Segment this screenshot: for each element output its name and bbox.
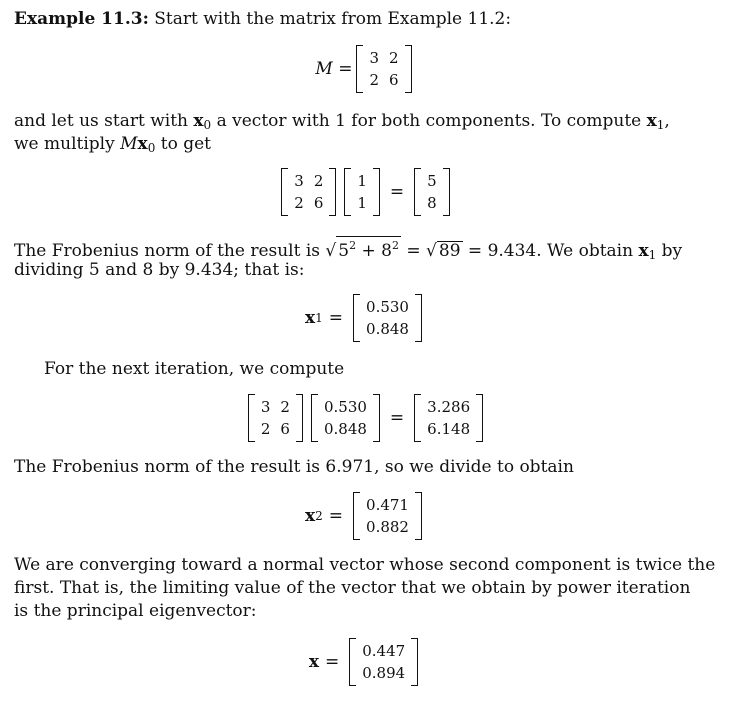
left-bracket <box>281 168 288 216</box>
right-bracket <box>411 638 418 686</box>
text: by <box>656 241 683 261</box>
matrix-body <box>356 638 411 686</box>
matrix-body <box>351 168 373 216</box>
left-bracket <box>414 168 421 216</box>
matrix-cell: 5 <box>427 172 437 190</box>
equals-sign: = <box>324 652 340 672</box>
text: + 8 <box>356 241 392 261</box>
vector-label: x <box>305 506 316 526</box>
left-bracket <box>414 394 421 442</box>
paragraph-1-line-2 <box>14 133 717 159</box>
matrix-cell: 3 <box>294 172 304 190</box>
matrix-cell: 2 <box>294 194 304 212</box>
equals-sign: = <box>389 408 405 428</box>
matrix-cell: 0.848 <box>323 420 367 438</box>
left-bracket <box>248 394 255 442</box>
text: The Frobenius norm of the result is <box>14 241 326 261</box>
matrix-cell: 6 <box>389 71 399 89</box>
matrix-M-display <box>0 44 731 94</box>
vector-x1: x <box>638 241 649 261</box>
right-bracket <box>443 168 450 216</box>
matrix-cell: 8 <box>427 194 437 212</box>
sqrt-body: 89 <box>438 241 461 261</box>
subscript: 1 <box>315 311 323 325</box>
matrix-cell: 3.286 <box>427 398 471 416</box>
matrix-cell: 0.447 <box>362 642 406 660</box>
sqrt-body <box>336 236 401 260</box>
subscript: 0 <box>203 118 212 132</box>
vector-x <box>349 638 418 686</box>
left-bracket <box>344 168 351 216</box>
example-heading <box>14 8 717 30</box>
matrix-body <box>360 492 415 540</box>
matrix-cell: 6 <box>313 194 324 212</box>
matrix-cell: 2 <box>260 420 271 438</box>
matrix-A <box>248 394 303 442</box>
left-bracket <box>353 492 360 540</box>
paragraph-5-line-2: first. That is, the limiting value of the vector that we obtain by power iteration <box>14 578 691 598</box>
left-bracket <box>353 294 360 342</box>
right-bracket <box>415 294 422 342</box>
calculation-1 <box>0 166 731 218</box>
example-intro: Start with the matrix from Example 11.2: <box>154 9 512 29</box>
text: to get <box>155 134 211 154</box>
matrix-M-label: M = <box>315 59 353 79</box>
text: a vector with 1 for both components. To compute <box>211 111 647 131</box>
vector-v <box>344 168 380 216</box>
matrix-cell: 0.882 <box>366 518 409 536</box>
superscript: 2 <box>391 239 399 252</box>
right-bracket <box>329 168 336 216</box>
vector-x1 <box>353 294 422 342</box>
matrix-body <box>255 394 296 442</box>
matrix-body <box>318 394 373 442</box>
right-bracket <box>373 168 380 216</box>
matrix-cell: 2 <box>313 172 324 190</box>
calculation-2 <box>0 392 731 444</box>
text: = 9.434. We obtain <box>462 241 639 261</box>
matrix-cell: 0.530 <box>366 298 409 316</box>
vector-result <box>414 168 450 216</box>
paragraph-5-line-1: We are converging toward a normal vector whose second component is twice the <box>14 555 716 575</box>
matrix-cell: 0.894 <box>362 664 406 682</box>
x1-display <box>0 292 731 344</box>
matrix-cell: 0.530 <box>323 398 367 416</box>
superscript: 2 <box>349 239 357 252</box>
right-bracket <box>373 394 380 442</box>
right-bracket <box>405 45 412 93</box>
text: = <box>400 241 427 261</box>
matrix-cell: 3 <box>260 398 271 416</box>
equals-sign: = <box>328 308 344 328</box>
paragraph-4: The Frobenius norm of the result is 6.971, so we divide to obtain <box>14 457 574 477</box>
matrix-cell: 1 <box>357 194 367 212</box>
text: , <box>664 111 670 131</box>
subscript: 0 <box>147 141 156 155</box>
paragraph-3: For the next iteration, we compute <box>44 359 345 379</box>
matrix-cell: 2 <box>280 398 290 416</box>
matrix-body <box>421 394 476 442</box>
matrix-body <box>288 168 329 216</box>
sqrt-sign: √ <box>325 241 337 261</box>
matrix-cell: 3 <box>369 49 380 67</box>
vector-v <box>311 394 380 442</box>
vector-result <box>414 394 483 442</box>
matrix-cell: 1 <box>357 172 367 190</box>
matrix-A <box>281 168 336 216</box>
equals-sign: = <box>328 506 344 526</box>
vector-label: x <box>308 652 319 672</box>
matrix-body <box>360 294 415 342</box>
subscript: 1 <box>656 118 665 132</box>
matrix-M-body <box>363 45 404 93</box>
matrix-body <box>421 168 443 216</box>
text: 5 <box>338 241 350 261</box>
matrix-M <box>356 45 411 93</box>
vector-x0: x <box>193 111 204 131</box>
paragraph-2-line-2: dividing 5 and 8 by 9.434; that is: <box>14 260 305 280</box>
text: we multiply <box>14 134 121 154</box>
matrix-cell: 2 <box>389 49 399 67</box>
text: and let us start with <box>14 111 194 131</box>
vector-label: x <box>305 308 316 328</box>
paragraph-5-line-3: is the principal eigenvector: <box>14 601 257 621</box>
right-bracket <box>415 492 422 540</box>
vector-x2 <box>353 492 422 540</box>
vector-x1: x <box>646 111 657 131</box>
x2-display <box>0 490 731 542</box>
equals-sign: = <box>389 182 405 202</box>
right-bracket <box>296 394 303 442</box>
matrix-symbol: M <box>120 134 138 154</box>
left-bracket <box>356 45 363 93</box>
right-bracket <box>476 394 483 442</box>
x-display <box>0 636 731 688</box>
matrix-cell: 0.471 <box>366 496 409 514</box>
subscript: 1 <box>648 248 657 262</box>
example-title: Example 11.3: <box>14 9 149 29</box>
vector-x0: x <box>137 134 148 154</box>
subscript: 2 <box>315 509 323 523</box>
matrix-cell: 6.148 <box>427 420 471 438</box>
matrix-cell: 2 <box>369 71 380 89</box>
matrix-cell: 6 <box>280 420 290 438</box>
matrix-cell: 0.848 <box>366 320 409 338</box>
sqrt-sign: √ <box>426 241 437 261</box>
left-bracket <box>349 638 356 686</box>
left-bracket <box>311 394 318 442</box>
